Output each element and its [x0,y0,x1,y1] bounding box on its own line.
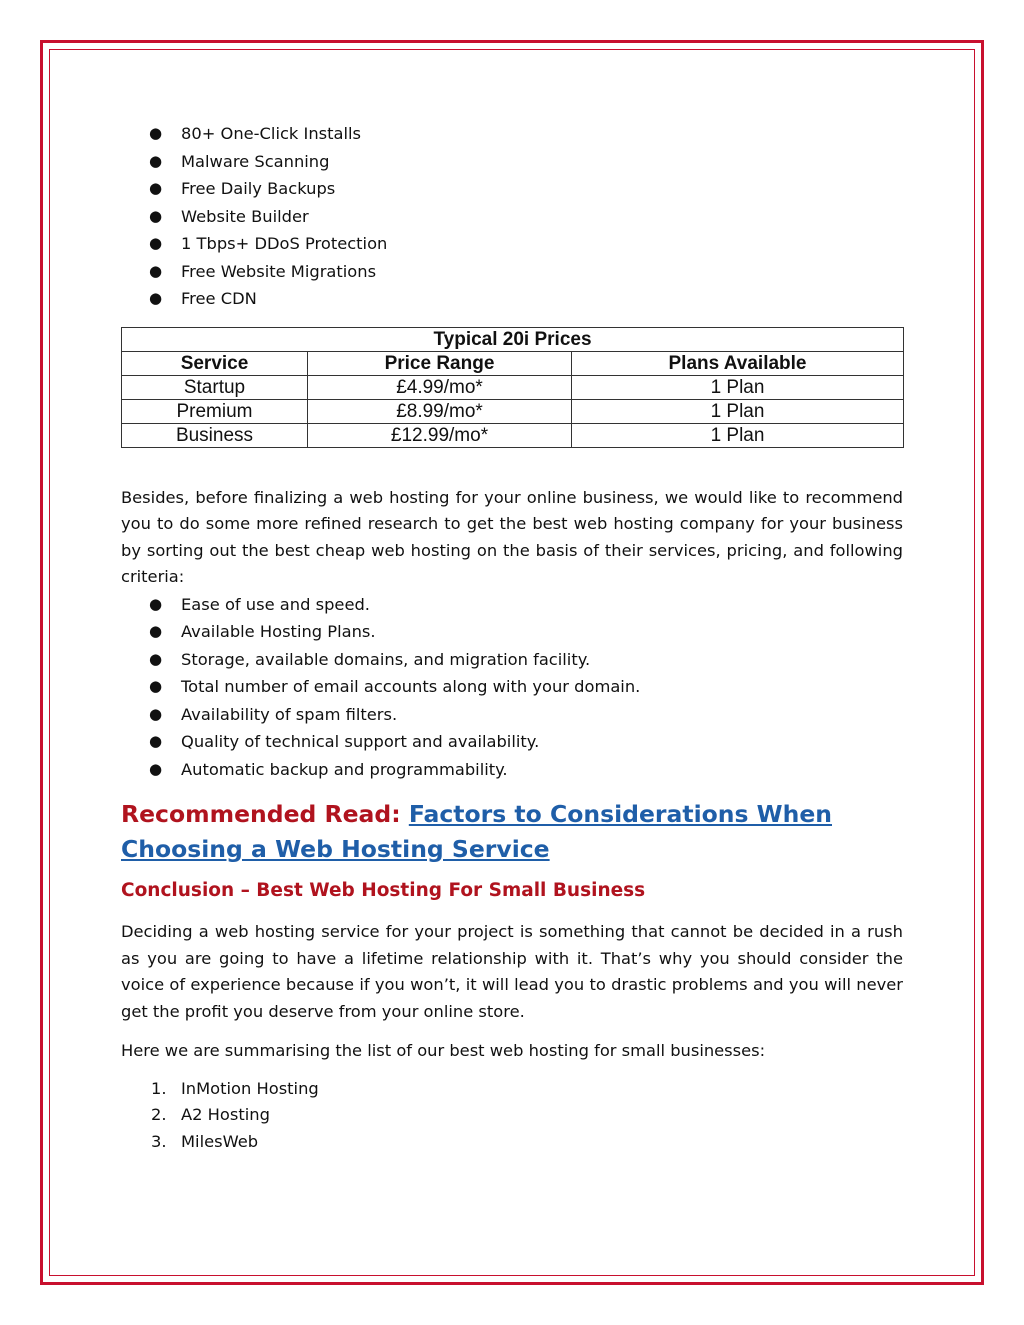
column-header-plans-available: Plans Available [572,351,904,375]
table-row [122,423,904,447]
bullet-icon: ● [149,234,163,252]
summary-list [121,1075,903,1155]
list-item: ● Free CDN [121,285,903,313]
list-item: ● Free Daily Backups [121,175,903,203]
table-cell: 1 Plan [572,375,904,399]
table-header-row [122,351,904,375]
bullet-icon: ● [149,732,163,750]
bullet-icon: ● [149,206,163,225]
table-cell: £8.99/mo* [308,399,572,423]
recommended-read [121,797,903,867]
prices-table [121,327,904,448]
bullet-icon: ● [149,622,163,640]
bullet-icon: ● [149,594,163,613]
bullet-icon: ● [149,289,163,307]
recommended-read-label: Recommended Read: [121,800,401,828]
bullet-icon: ● [149,261,163,280]
list-item: 2. A2 Hosting [151,1105,270,1124]
summary-intro: Here we are summarising the list of our best web hosting for small businesses: [121,1041,766,1060]
bullet-icon: ● [149,759,163,778]
conclusion-paragraph: Deciding a web hosting service for your project is something that cannot be decided in a rush as you are going to have a lifetime relationship with it. That’s why you should consider the voice of experience because if you won’t, it will lead you to drastic problems and you will never get the profit you deserve from your online store. [121,922,903,1021]
table-cell: Startup [122,375,308,399]
table-cell: 1 Plan [572,399,904,423]
list-item: 3. MilesWeb [151,1131,259,1151]
conclusion-heading: Conclusion – Best Web Hosting For Small Business [121,880,646,901]
table-cell: 1 Plan [572,423,904,447]
bullet-icon: ● [149,649,163,668]
list-item: ● Availability of spam filters. [121,701,903,729]
list-item: 1. InMotion Hosting [151,1078,319,1098]
list-item: ● Storage, available domains, and migration facility. [121,646,903,674]
list-item: ● Quality of technical support and availability. [121,728,903,756]
list-item: ● Malware Scanning [121,148,903,176]
list-item: ● Website Builder [121,203,903,231]
bullet-icon: ● [149,124,163,142]
column-header-price-range: Price Range [308,351,572,375]
table-cell: Premium [122,399,308,423]
list-item: ● Free Website Migrations [121,258,903,286]
table-title-row [122,327,904,351]
table-title: Typical 20i Prices [122,327,904,351]
intro-paragraph: Besides, before finalizing a web hosting for your online business, we would like to recommend you to do some more refined research to get the best web hosting company for your business by sorting out the best cheap web hosting on the basis of their services, pricing, and following criteria: [121,487,903,586]
list-item: ● 80+ One-Click Installs [121,120,903,148]
table-cell: £4.99/mo* [308,375,572,399]
list-item: ● 1 Tbps+ DDoS Protection [121,230,903,258]
column-header-service: Service [122,351,308,375]
document-content [121,120,903,1154]
table-row [122,399,904,423]
bullet-icon: ● [149,179,163,197]
table-cell: £12.99/mo* [308,423,572,447]
list-item: ● Available Hosting Plans. [121,618,903,646]
bullet-icon: ● [149,704,163,723]
bullet-icon: ● [149,151,163,170]
list-item: ● Total number of email accounts along with your domain. [121,673,903,701]
table-row [122,375,904,399]
list-item: ● Ease of use and speed. [121,591,903,619]
bullet-icon: ● [149,677,163,695]
list-item: ● Automatic backup and programmability. [121,756,903,784]
table-cell: Business [122,423,308,447]
criteria-list [121,591,903,784]
feature-list [121,120,903,313]
recommended-read-link[interactable]: Factors to Considerations When Choosing a Web Hosting Service [121,800,832,863]
